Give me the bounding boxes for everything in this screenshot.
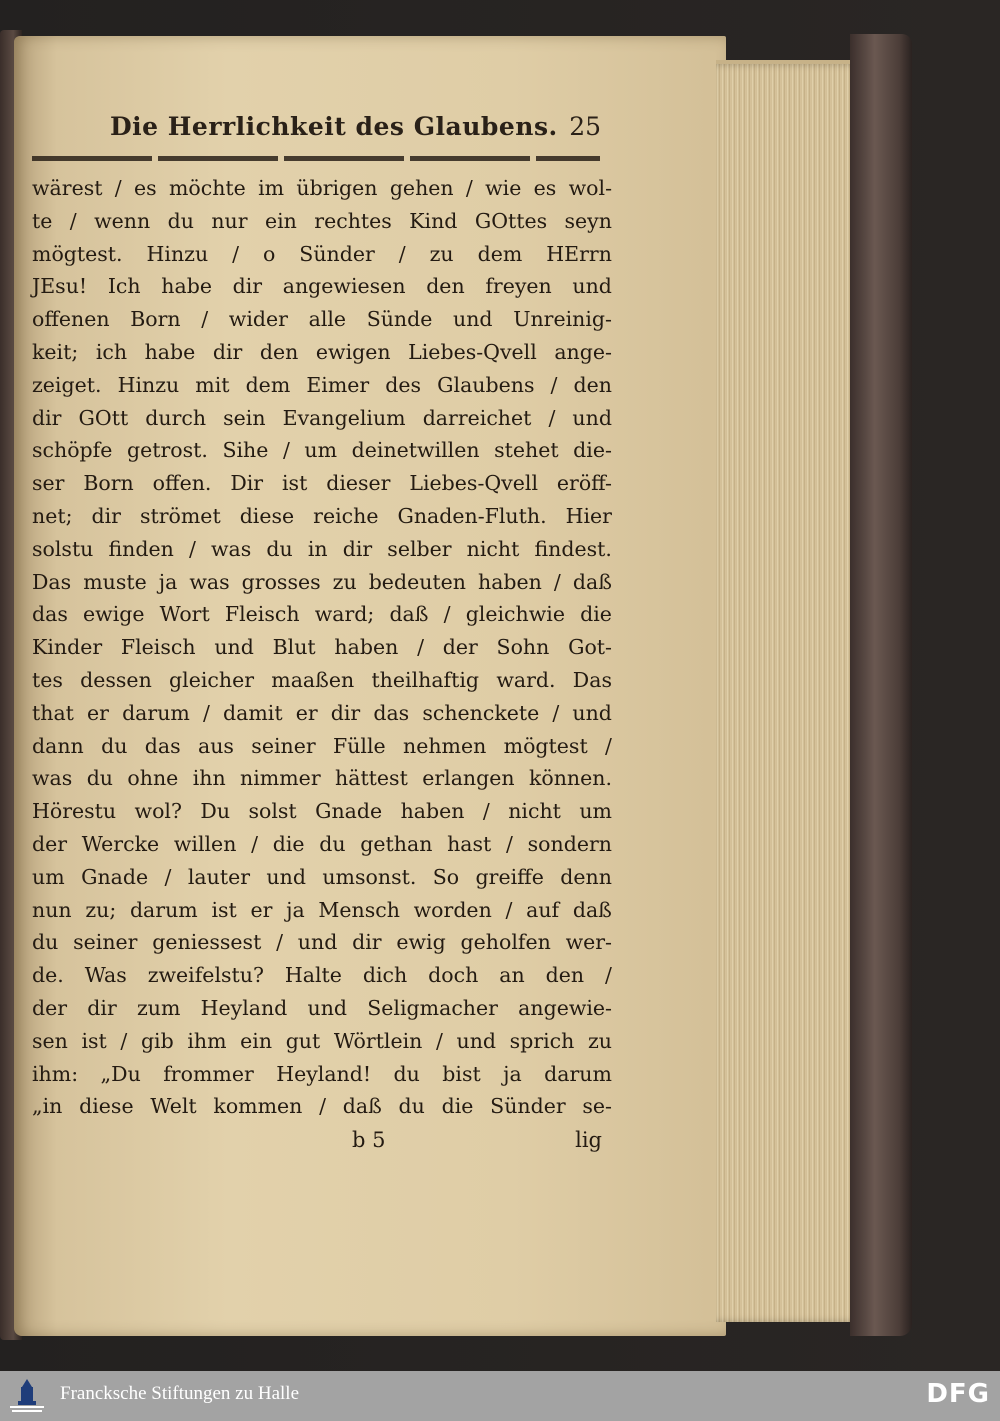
text-line: net; dir strömet diese reiche Gnaden-Fluth. Hier <box>32 503 612 528</box>
text-line: der dir zum Heyland und Seligmacher angewie- <box>32 995 612 1020</box>
dfg-logo: DFG <box>926 1379 990 1409</box>
text-line: „in diese Welt kommen / daß du die Sünder se- <box>32 1094 612 1119</box>
text-line: offenen Born / wider alle Sünde und Unreinig- <box>32 307 612 332</box>
text-line: solstu finden / was du in dir selber nicht findest. <box>32 536 612 561</box>
catchword: lig <box>575 1128 602 1152</box>
page-number: 25 <box>569 112 601 141</box>
text-line: ser Born offen. Dir ist dieser Liebes-Qvell eröff- <box>32 471 612 496</box>
text-line: ihm: „Du frommer Heyland! du bist ja darum <box>32 1061 612 1086</box>
page-footer <box>32 1128 602 1160</box>
text-line: JEsu! Ich habe dir angewiesen den freyen und <box>32 274 612 299</box>
institution-name: Francksche Stiftungen zu Halle <box>60 1383 300 1404</box>
text-line: schöpfe getrost. Sihe / um deinetwillen stehet die- <box>32 438 612 463</box>
text-line: du seiner geniessest / und dir ewig geholfen wer- <box>32 930 612 955</box>
text-line: keit; ich habe dir den ewigen Liebes-Qvell ange- <box>32 339 612 364</box>
text-line: de. Was zweifelstu? Halte dich doch an den / <box>32 963 612 988</box>
page-header <box>40 112 605 152</box>
page-fore-edge <box>716 60 864 1322</box>
viewer-footer-bar <box>0 1371 1000 1421</box>
text-line: tes dessen gleicher maaßen theilhaftig ward. Das <box>32 667 612 692</box>
signature-mark: b 5 <box>352 1128 386 1152</box>
text-line: nun zu; darum ist er ja Mensch worden / auf daß <box>32 897 612 922</box>
text-line: te / wenn du nur ein rechtes Kind GOttes seyn <box>32 208 612 233</box>
text-line: der Wercke willen / die du gethan hast / sondern <box>32 831 612 856</box>
text-line: sen ist / gib ihm ein gut Wörtlein / und sprich zu <box>32 1028 612 1053</box>
text-line: wärest / es möchte im übrigen gehen / wie es wol- <box>32 176 612 200</box>
text-line: zeiget. Hinzu mit dem Eimer des Glaubens / den <box>32 372 612 397</box>
text-line: Kinder Fleisch und Blut haben / der Sohn Got- <box>32 635 612 660</box>
institution-logo-icon <box>6 1375 48 1417</box>
right-cover-board <box>850 34 912 1336</box>
text-line: that er darum / damit er dir das schenckete / und <box>32 700 612 725</box>
text-line: Das muste ja was grosses zu bedeuten haben / daß <box>32 569 612 594</box>
text-line: was du ohne ihn nimmer hättest erlangen können. <box>32 766 612 791</box>
body-text <box>32 172 612 1123</box>
text-line: dir GOtt durch sein Evangelium darreichet / und <box>32 405 612 430</box>
text-line: Hörestu wol? Du solst Gnade haben / nicht um <box>32 799 612 824</box>
running-head: Die Herrlichkeit des Glaubens. <box>110 112 558 141</box>
text-line: um Gnade / lauter und umsonst. So greiffe denn <box>32 864 612 889</box>
text-line: dann du das aus seiner Fülle nehmen mögtest / <box>32 733 612 758</box>
text-line: das ewige Wort Fleisch ward; daß / gleichwie die <box>32 602 612 627</box>
header-rule <box>32 156 600 161</box>
text-line: mögtest. Hinzu / o Sünder / zu dem HErrn <box>32 241 612 266</box>
